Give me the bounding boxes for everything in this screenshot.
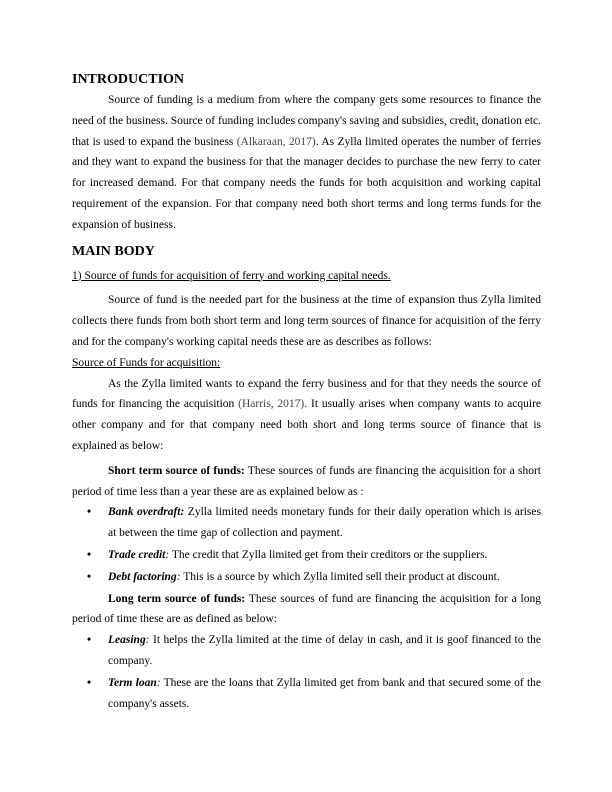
long-term-paragraph: Long term source of funds: These sources of fund are financing the acquisition for a long period of time these are as defined as below: — [72, 592, 542, 626]
long-term-list — [72, 630, 541, 714]
list-item: • Bank overdraft: Zylla limited needs monetary funds for their daily operation which is arises at between the time gap of collection and payment. — [72, 502, 541, 544]
list-item: • Leasing: It helps the Zylla limited at the time of delay in cash, and it is goof financed to the company. — [72, 630, 541, 672]
acquisition-subtitle: Source of Funds for acquisition: — [72, 356, 221, 369]
short-term-paragraph: Short term source of funds: These sources of funds are financing the acquisition for a short period of time less than a year these are as explained below as : — [72, 464, 541, 498]
bullet-icon: • — [87, 676, 92, 689]
acquisition-paragraph: As the Zylla limited wants to expand the ferry business and for that they needs the source of funds for financing the acquisition (Harris, 2017). It usually arises when company wants to acquire other company and for that company need both short and long terms source of finance that is explained as below: — [72, 377, 542, 452]
short-term-label: Short term source of funds: — [108, 464, 245, 477]
bullet-icon: • — [87, 506, 92, 519]
bullet-icon: • — [87, 634, 92, 647]
long-term-label: Long term source of funds: — [108, 592, 246, 605]
main-body-heading: MAIN BODY — [72, 243, 155, 259]
citation-harris: (Harris, 2017) — [238, 398, 305, 411]
list-item: • Debt factoring: This is a source by which Zylla limited sell their product at discount. — [72, 567, 541, 588]
introduction-paragraph: Source of funding is a medium from where the company gets some resources to finance the need of the business. Source of funding includes company's saving and subsidies, credit, donation etc. that is used to expand the business (Alkaraan, 2017). As Zylla limited operates the number of ferries and they want to expand the business for that the manager decides to purchase the new ferry to cater for increased demand. For that company needs the funds for both acquisition and working capital requirement of the expansion. For that company need both short terms and long terms funds for the expansion of business. — [72, 94, 542, 231]
introduction-heading: INTRODUCTION — [72, 72, 185, 87]
section-1-title: 1) Source of funds for acquisition of ferry and working capital needs. — [72, 269, 391, 282]
section-1-paragraph: Source of fund is the needed part for the business at the time of expansion thus Zylla limited collects there funds from both short term and long term sources of finance for acquisition of the ferry and for the company's working capital needs these are as describes as follows: — [72, 294, 541, 348]
bullet-icon: • — [87, 548, 92, 561]
bullet-icon: • — [87, 570, 92, 583]
short-term-list — [72, 502, 541, 587]
document-page — [72, 70, 541, 715]
list-item: • Term loan: These are the loans that Zylla limited get from bank and that secured some of the company's assets. — [72, 673, 541, 715]
list-item: • Trade credit: The credit that Zylla limited get from their creditors or the suppliers. — [72, 545, 541, 566]
citation-alkaraan: (Alkaraan, 2017) — [236, 135, 316, 148]
